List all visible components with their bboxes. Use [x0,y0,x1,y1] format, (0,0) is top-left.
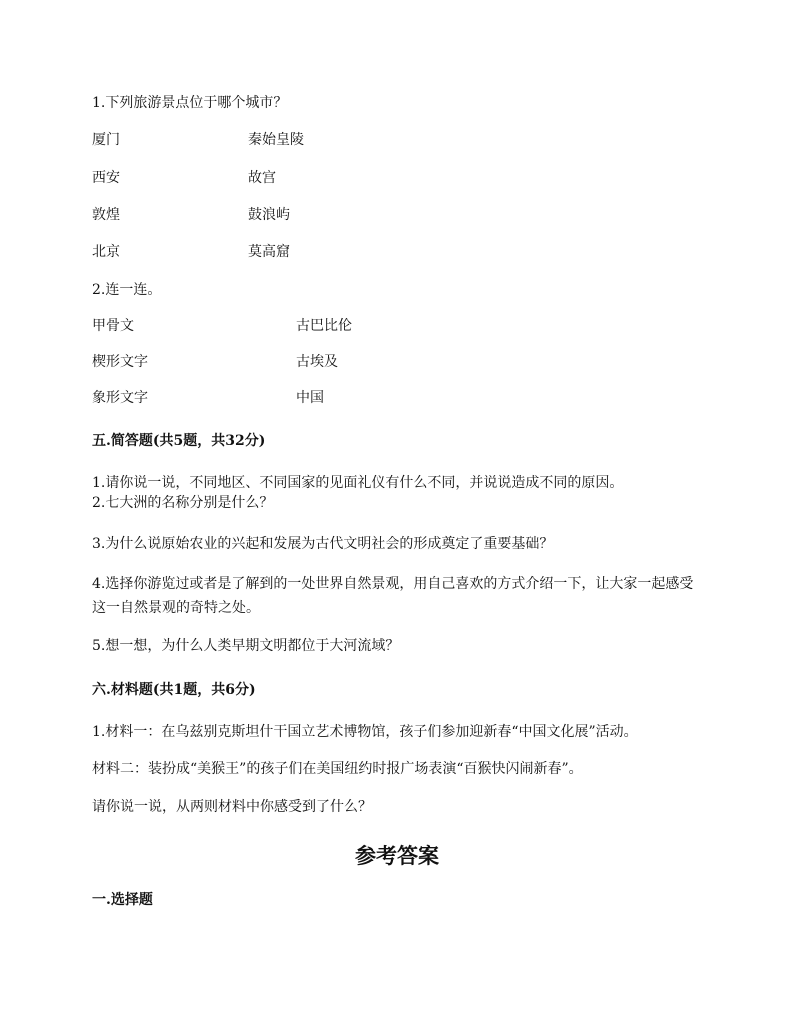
q1-row-right: 莫高窟 [248,244,290,260]
q2-row-right: 古巴比伦 [296,318,352,334]
q2-row-right: 中国 [296,390,324,406]
q1-title: 1.下列旅游景点位于哪个城市？ [92,95,288,111]
q2-title: 2.连一连。 [92,282,162,298]
q1-row [92,169,276,187]
q1-row-left: 敦煌 [92,207,120,223]
q1-row-left: 北京 [92,244,120,260]
answers-subheading: 一.选择题 [92,892,153,908]
material-question: 请你说一说，从两则材料中你感受到了什么？ [92,799,372,815]
q1-row [92,243,290,261]
material-one: 1.材料一：在乌兹别克斯坦什干国立艺术博物馆，孩子们参加迎新春“中国文化展”活动。 [92,724,638,740]
q1-row [92,131,304,149]
q2-row-right: 古埃及 [296,354,338,370]
q1-row-right: 秦始皇陵 [248,132,304,148]
section5-question: 4.选择你游览过或者是了解到的一处世界自然景观，用自己喜欢的方式介绍一下，让大家一起感受这一自然景观的奇特之处。 [92,576,694,616]
section5-question: 1.请你说一说，不同地区、不同国家的见面礼仪有什么不同，并说说造成不同的原因。 [92,475,624,491]
q2-row-left: 甲骨文 [92,318,134,334]
q2-row [92,353,338,371]
q2-row [92,389,324,407]
answers-title: 参考答案 [355,843,439,868]
q1-row-left: 西安 [92,170,120,186]
q1-row [92,206,290,224]
q1-row-right: 故宫 [248,170,276,186]
section5-question: 2.七大洲的名称分别是什么？ [92,495,274,511]
q1-row-right: 鼓浪屿 [248,207,290,223]
section6-heading: 六.材料题(共1题，共6分) [92,682,256,698]
q1-row-left: 厦门 [92,132,120,148]
section5-heading: 五.简答题(共5题，共32分) [92,433,266,449]
section5-question: 3.为什么说原始农业的兴起和发展为古代文明社会的形成奠定了重要基础？ [92,536,554,552]
material-two: 材料二：装扮成“美猴王”的孩子们在美国纽约时报广场表演“百猴快闪闹新春”。 [92,761,583,777]
q2-row [92,317,352,335]
q2-row-left: 象形文字 [92,390,148,406]
q2-row-left: 楔形文字 [92,354,148,370]
section5-question: 5.想一想，为什么人类早期文明都位于大河流域？ [92,638,400,654]
